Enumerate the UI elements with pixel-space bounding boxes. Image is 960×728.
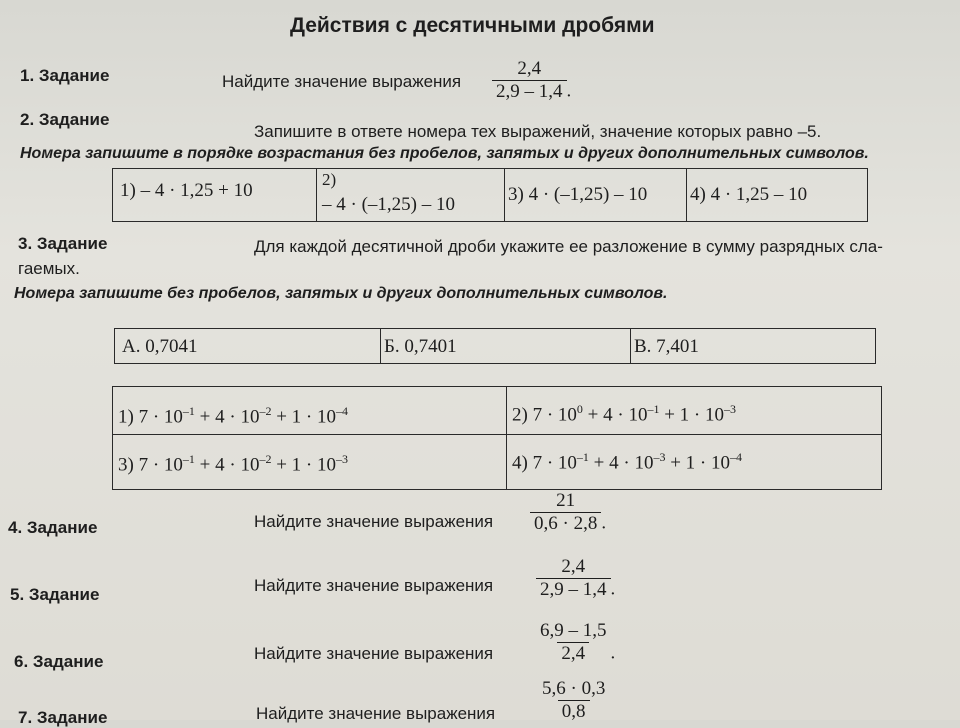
task4-numerator: 21 [556, 490, 576, 511]
task4-label: 4. Задание [8, 518, 98, 537]
task4-denominator: 0,6 · 2,8 [530, 512, 601, 535]
task4-text: Найдите значение выражения [254, 512, 494, 531]
task3-fraction-a: А. 0,7041 [122, 336, 198, 357]
task1-period: . [566, 80, 572, 102]
task6-text: Найдите значение выражения [254, 644, 494, 663]
task2-option-3: 3) 4 · (–1,25) – 10 [508, 184, 648, 205]
task3-text-cont: гаемых. [18, 259, 80, 278]
task6-numerator: 6,9 – 1,5 [540, 620, 607, 641]
task1-fraction [492, 58, 571, 103]
task5-numerator: 2,4 [561, 556, 586, 577]
task5-text: Найдите значение выражения [254, 576, 494, 595]
worksheet-title: Действия с десятичными дробями [290, 14, 655, 37]
task2-note: Номера запишите в порядке возрастания без пробелов, запятых и других дополнительных символов. [20, 145, 869, 162]
task4-fraction [530, 490, 606, 535]
task3-fractions-box [114, 328, 876, 364]
task7-text: Найдите значение выражения [256, 704, 496, 723]
task3-fraction-v: В. 7,401 [634, 336, 699, 357]
task5-label: 5. Задание [10, 585, 100, 604]
task6-fraction [536, 620, 615, 665]
task2-option-2-number: 2) [322, 170, 337, 189]
task6-period: . [610, 642, 616, 664]
divider [630, 328, 631, 364]
divider [686, 168, 687, 222]
task2-label: 2. Задание [20, 110, 110, 129]
divider [380, 328, 381, 364]
task2-option-4: 4) 4 · 1,25 – 10 [690, 184, 808, 205]
task2-option-1: 1) – 4 · 1,25 + 10 [120, 180, 253, 201]
divider [316, 168, 317, 222]
task1-text: Найдите значение выражения [222, 72, 462, 91]
task7-fraction [538, 678, 609, 723]
task3-label: 3. Задание [18, 234, 108, 253]
task3-fraction-b: Б. 0,7401 [384, 336, 457, 357]
task5-fraction [536, 556, 615, 601]
task3-note: Номера запишите без пробелов, запятых и других дополнительных символов. [14, 285, 668, 302]
task1-numerator: 2,4 [517, 58, 542, 79]
task1-label: 1. Задание [20, 66, 110, 85]
task7-numerator: 5,6 · 0,3 [542, 678, 606, 699]
task5-period: . [610, 578, 616, 600]
task6-label: 6. Задание [14, 652, 104, 671]
task3-expansion-2: 2) $7 \cdot 10^0 + 4 \cdot 10^{-1} + 1 \cdot 10^{-3}$ [512, 402, 736, 426]
task3-expansion-3: 3) $7 \cdot 10^{-1} + 4 \cdot 10^{-2} + 1 \cdot 10^{-3}$ [118, 452, 348, 476]
task5-denominator: 2,9 – 1,4 [536, 578, 611, 601]
task2-text: Запишите в ответе номера тех выражений, значение которых равно –5. [254, 122, 822, 141]
task2-option-2: – 4 · (–1,25) – 10 [322, 194, 455, 215]
divider [504, 168, 505, 222]
task3-expansion-1: 1) $7 \cdot 10^{-1} + 4 \cdot 10^{-2} + 1 \cdot 10^{-4}$ [118, 404, 348, 428]
task7-denominator: 0,8 [558, 700, 590, 723]
divider [112, 434, 882, 435]
divider [506, 386, 507, 490]
task3-text: Для каждой десятичной дроби укажите ее разложение в сумму разрядных сла- [254, 237, 883, 256]
task6-denominator: 2,4 [557, 642, 589, 665]
task4-period: . [601, 512, 607, 534]
task7-label: 7. Задание [18, 708, 108, 727]
task1-denominator: 2,9 – 1,4 [492, 80, 567, 103]
task3-expansion-4: 4) $7 \cdot 10^{-1} + 4 \cdot 10^{-3} + 1 \cdot 10^{-4}$ [512, 450, 742, 474]
